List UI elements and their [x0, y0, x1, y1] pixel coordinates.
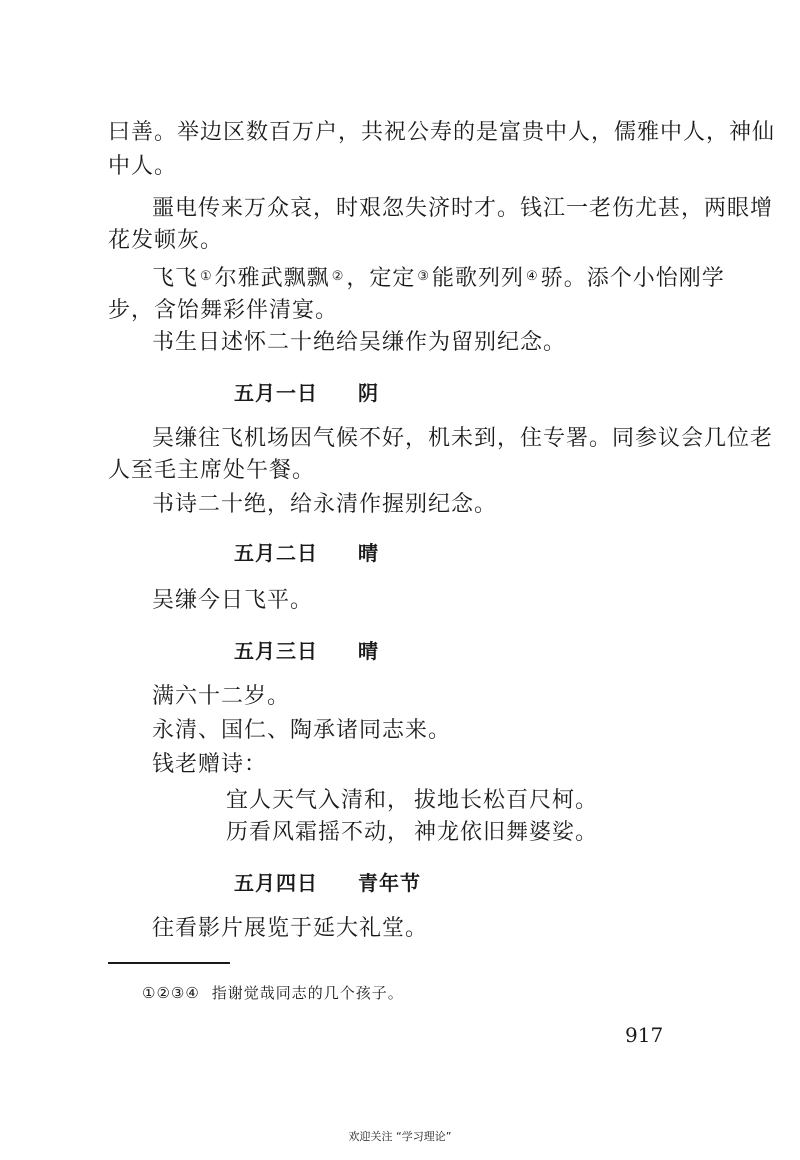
body-text-line: 钱老赠诗：: [152, 752, 268, 777]
footnote-marker: ④: [526, 269, 539, 284]
poem-line: 神龙依旧舞婆娑。: [414, 820, 599, 845]
entry-weather: 晴: [358, 541, 379, 565]
footnote-text: 指谢觉哉同志的几个孩子。: [211, 984, 404, 1002]
text-fragment: 能歌列列: [432, 266, 525, 291]
body-text-line: 吴缣往飞机场因气候不好，机未到，住专署。同参议会几位老: [152, 426, 774, 451]
entry-date: 五月一日: [234, 381, 318, 405]
entry-weather: 青年节: [358, 871, 421, 895]
text-fragment: 尔雅武飘飘: [214, 266, 330, 291]
text-fragment: 骄。添个小怡刚学: [540, 266, 725, 291]
bottom-caption: 欢迎关注 “学习理论”: [348, 1130, 452, 1143]
poem-line: 历看风霜摇不动，: [226, 820, 411, 845]
footnote: [142, 982, 404, 1004]
footnote-marker: ③: [417, 269, 431, 284]
body-text-line: 书生日述怀二十绝给吴缣作为留别纪念。: [152, 330, 567, 355]
body-text-line: 中人。: [108, 154, 178, 179]
poem-line: 宜人天气入清和，: [226, 788, 411, 813]
poem-line: 拔地长松百尺柯。: [414, 788, 599, 813]
entry-date: 五月二日: [234, 541, 318, 565]
body-text-line: 曰善。举边区数百万户，共祝公寿的是富贵中人，儒雅中人，神仙: [108, 120, 776, 145]
body-text-line: 花发顿灰。: [108, 228, 224, 253]
diary-entry-heading: [234, 868, 421, 898]
body-text-line: 书诗二十绝，给永清作握别纪念。: [152, 492, 498, 517]
body-text-line: 满六十二岁。: [152, 684, 291, 709]
body-text-line: 永清、国仁、陶承诸同志来。: [152, 718, 452, 743]
text-fragment: ，定定: [346, 266, 416, 291]
diary-entry-heading: [234, 636, 379, 666]
diary-entry-heading: [234, 538, 379, 568]
footnote-divider: [108, 962, 230, 964]
page-number: 917: [625, 1023, 664, 1047]
entry-weather: 阴: [358, 381, 379, 405]
body-text-line: 往看影片展览于延大礼堂。: [152, 916, 429, 941]
footnote-marker: ②: [331, 269, 345, 284]
footnote-markers: ①②③④: [142, 984, 200, 1002]
body-text-line: 吴缣今日飞平。: [152, 588, 314, 613]
body-text-line: 噩电传来万众哀，时艰忽失济时才。钱江一老伤尤甚，两眼增: [152, 196, 774, 221]
entry-date: 五月四日: [234, 871, 318, 895]
text-fragment: 飞飞: [152, 266, 199, 291]
entry-weather: 晴: [358, 639, 379, 663]
body-text-line: [152, 264, 725, 294]
footnote-marker: ①: [200, 269, 213, 284]
body-text-line: 步，含饴舞彩伴清宴。: [108, 298, 339, 323]
entry-date: 五月三日: [234, 639, 318, 663]
body-text-line: 人至毛主席处午餐。: [108, 458, 316, 483]
diary-entry-heading: [234, 378, 379, 408]
